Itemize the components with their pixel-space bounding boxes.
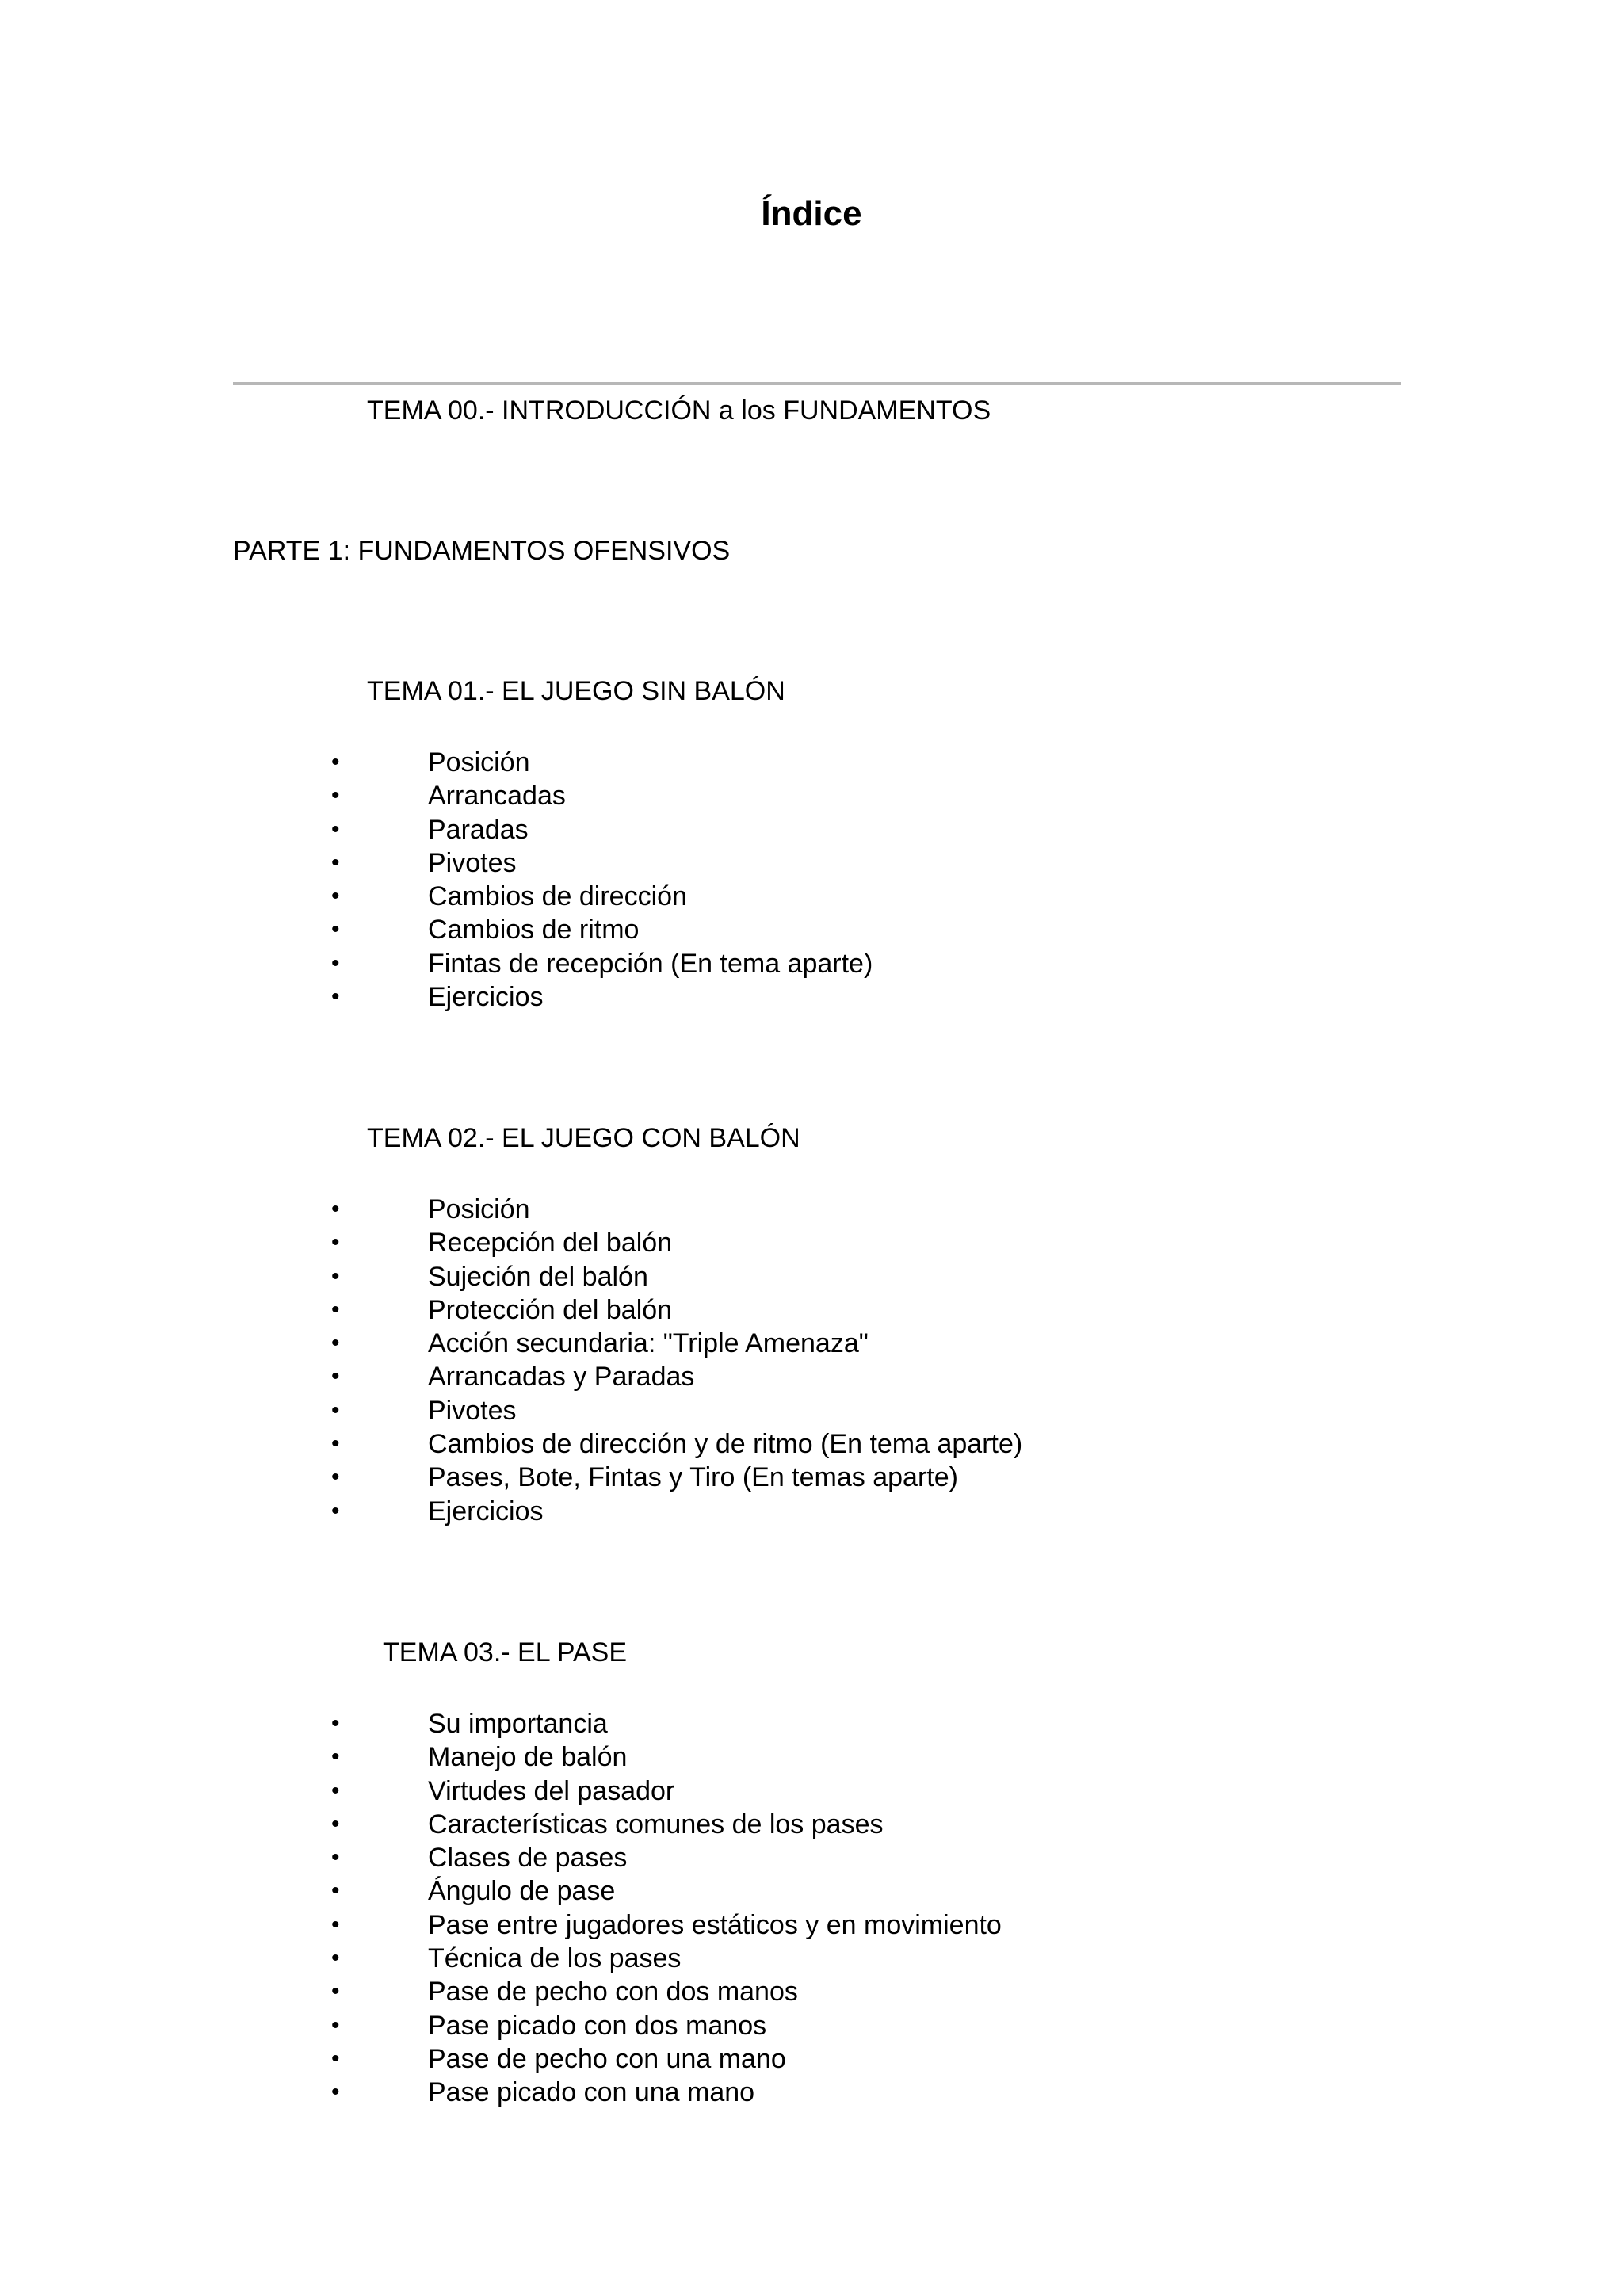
bullet-icon: • <box>331 1330 340 1357</box>
list-item-label: Ejercicios <box>428 982 544 1013</box>
list-item-label: Pivotes <box>428 847 517 878</box>
list-item-label: Manejo de balón <box>428 1742 628 1773</box>
bullet-icon: • <box>331 1945 340 1972</box>
bullet-icon: • <box>331 949 340 976</box>
tema-02-heading: TEMA 02.- EL JUEGO CON BALÓN <box>367 1123 800 1153</box>
bullet-icon: • <box>331 816 340 842</box>
list-item-label: Posición <box>428 1194 530 1224</box>
list-item-label: Arrancadas <box>428 781 566 812</box>
list-item-label: Pivotes <box>428 1395 517 1426</box>
list-item-label: Cambios de dirección y de ritmo (En tema aparte) <box>428 1429 1023 1460</box>
list-item-label: Recepción del balón <box>428 1228 673 1259</box>
tema-00-heading: TEMA 00.- INTRODUCCIÓN a los FUNDAMENTOS <box>367 395 991 426</box>
bullet-icon: • <box>331 1296 340 1323</box>
list-item-label: Arrancadas y Paradas <box>428 1362 695 1392</box>
list-item-label: Ejercicios <box>428 1496 544 1526</box>
bullet-icon: • <box>331 1844 340 1871</box>
bullet-icon: • <box>331 1363 340 1390</box>
page-title: Índice <box>761 194 862 233</box>
bullet-icon: • <box>331 916 340 943</box>
list-item-label: Ángulo de pase <box>428 1876 616 1907</box>
bullet-icon: • <box>331 1229 340 1256</box>
bullet-icon: • <box>331 1710 340 1736</box>
bullet-icon: • <box>331 1263 340 1289</box>
list-item-label: Técnica de los pases <box>428 1943 682 1974</box>
list-item-label: Pase entre jugadores estáticos y en movimiento <box>428 1909 1002 1940</box>
bullet-icon: • <box>331 1497 340 1524</box>
list-item-label: Cambios de ritmo <box>428 915 640 946</box>
bullet-icon: • <box>331 2079 340 2106</box>
list-item-label: Cambios de dirección <box>428 881 687 912</box>
tema-01-heading: TEMA 01.- EL JUEGO SIN BALÓN <box>367 676 785 706</box>
bullet-icon: • <box>331 1431 340 1457</box>
bullet-icon: • <box>331 1911 340 1938</box>
bullet-icon: • <box>331 1744 340 1771</box>
bullet-icon: • <box>331 1196 340 1222</box>
list-item-label: Clases de pases <box>428 1843 628 1874</box>
list-item-label: Fintas de recepción (En tema aparte) <box>428 948 873 979</box>
bullet-icon: • <box>331 1464 340 1491</box>
bullet-icon: • <box>331 2011 340 2038</box>
list-item-label: Características comunes de los pases <box>428 1809 884 1839</box>
list-item-label: Pases, Bote, Fintas y Tiro (En temas aparte) <box>428 1462 958 1493</box>
bullet-icon: • <box>331 1396 340 1423</box>
bullet-icon: • <box>331 782 340 809</box>
bullet-icon: • <box>331 849 340 876</box>
bullet-icon: • <box>331 1777 340 1804</box>
bullet-icon: • <box>331 1978 340 2005</box>
list-item-label: Pase picado con una mano <box>428 2077 755 2108</box>
list-item-label: Pase de pecho con dos manos <box>428 1977 798 2008</box>
list-item-label: Pase picado con dos manos <box>428 2010 767 2041</box>
list-item-label: Virtudes del pasador <box>428 1775 675 1806</box>
list-item-label: Paradas <box>428 814 529 845</box>
tema-03-heading: TEMA 03.- EL PASE <box>383 1637 628 1668</box>
list-item-label: Protección del balón <box>428 1294 673 1325</box>
list-item-label: Pase de pecho con una mano <box>428 2043 786 2074</box>
bullet-icon: • <box>331 1810 340 1837</box>
list-item-label: Sujeción del balón <box>428 1261 648 1292</box>
header-rule <box>233 382 1401 385</box>
bullet-icon: • <box>331 2045 340 2072</box>
bullet-icon: • <box>331 883 340 910</box>
bullet-icon: • <box>331 984 340 1010</box>
list-item-label: Posición <box>428 747 530 777</box>
list-item-label: Acción secundaria: "Triple Amenaza" <box>428 1328 869 1359</box>
parte-1-heading: PARTE 1: FUNDAMENTOS OFENSIVOS <box>233 536 731 566</box>
bullet-icon: • <box>331 749 340 775</box>
bullet-icon: • <box>331 1878 340 1904</box>
list-item-label: Su importancia <box>428 1709 608 1739</box>
